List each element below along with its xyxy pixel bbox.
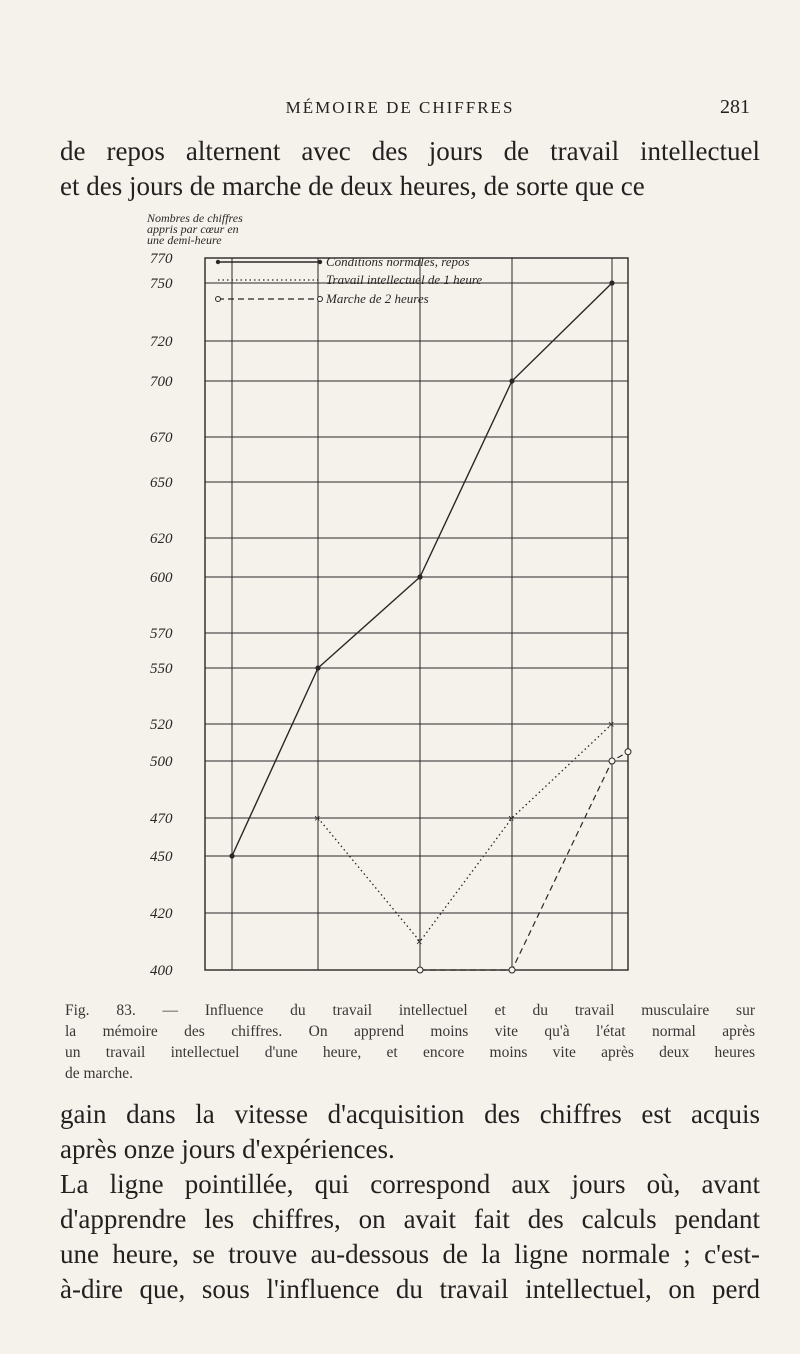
bottom-paragraph [60,1097,760,1307]
legend-label-2: Travail intellectuel de 1 heure [326,272,483,287]
legend-marker [216,260,220,264]
series-1-point [509,378,514,383]
y-tick-label: 750 [150,276,173,292]
series-2-point: × [508,813,515,825]
text-line: La ligne pointillée, qui correspond aux jours où, avant [60,1169,760,1199]
caption-line: un travail intellectuel d'une heure, et encore moins vite après deux heures [65,1044,755,1061]
legend-marker [318,297,323,302]
y-tick-label: 570 [150,626,173,642]
plot-frame [205,258,628,970]
text-line: gain dans la vitesse d'acquisition des chiffres est acquis [60,1099,760,1129]
series-2-point: × [608,719,615,731]
legend-marker [216,297,221,302]
running-title: MÉMOIRE DE CHIFFRES [285,98,515,117]
y-axis-title-line: appris par cœur en [147,222,239,236]
series-1-point [609,280,614,285]
y-tick-label: 450 [150,849,173,865]
y-tick-label: 400 [150,963,173,979]
figure-caption [65,1000,755,1084]
legend-label-3: Marche de 2 heures [326,291,429,306]
y-tick-label: 550 [150,661,173,677]
text-line: et des jours de marche de deux heures, de sorte que ce [60,171,645,201]
text-line: une heure, se trouve au-dessous de la ligne normale ; c'est- [60,1239,760,1269]
caption-line: la mémoire des chiffres. On apprend moins vite qu'à l'état normal après [65,1023,755,1040]
series-2-point: × [416,936,423,949]
y-tick-label: 600 [150,570,173,586]
series-1-point [229,853,234,858]
y-tick-label: 470 [150,811,173,827]
series-line-2 [318,724,612,942]
text-line: à-dire que, sous l'influence du travail intellectuel, on perd [60,1274,760,1304]
y-tick-label: 500 [150,754,173,770]
y-axis-title-line: Nombres de chiffres [147,211,243,225]
y-tick-label: 650 [150,475,173,491]
legend-marker [318,260,322,264]
caption-line: de marche. [65,1065,133,1082]
caption-line: Fig. 83. — Influence du travail intellectuel et du travail musculaire sur [65,1002,755,1019]
y-tick-label: 620 [150,531,173,547]
y-tick-label: 770 [150,251,173,267]
series-3-point [625,749,631,755]
series-line-3 [420,752,628,970]
series-3-point [509,967,515,973]
y-axis-title-line: une demi-heure [147,233,222,247]
text-line: de repos alternent avec des jours de travail intellectuel [60,136,760,166]
y-tick-label: 700 [150,374,173,390]
series-line-1 [232,283,615,856]
y-tick-label: 420 [150,906,173,922]
y-tick-label: 720 [150,334,173,350]
series-3-point [609,758,615,764]
text-line: après onze jours d'expériences. [60,1134,395,1164]
y-tick-label: 670 [150,430,173,446]
series-1-point [417,574,422,579]
series-1-point [315,665,320,670]
page-number: 281 [720,96,750,118]
series-2-point: × [314,813,321,825]
series-3-point [417,967,423,973]
legend-label-1: Conditions normales, repos [326,254,470,269]
text-line: d'apprendre les chiffres, on avait fait des calculs pendant [60,1204,760,1234]
y-tick-label: 520 [150,717,173,733]
